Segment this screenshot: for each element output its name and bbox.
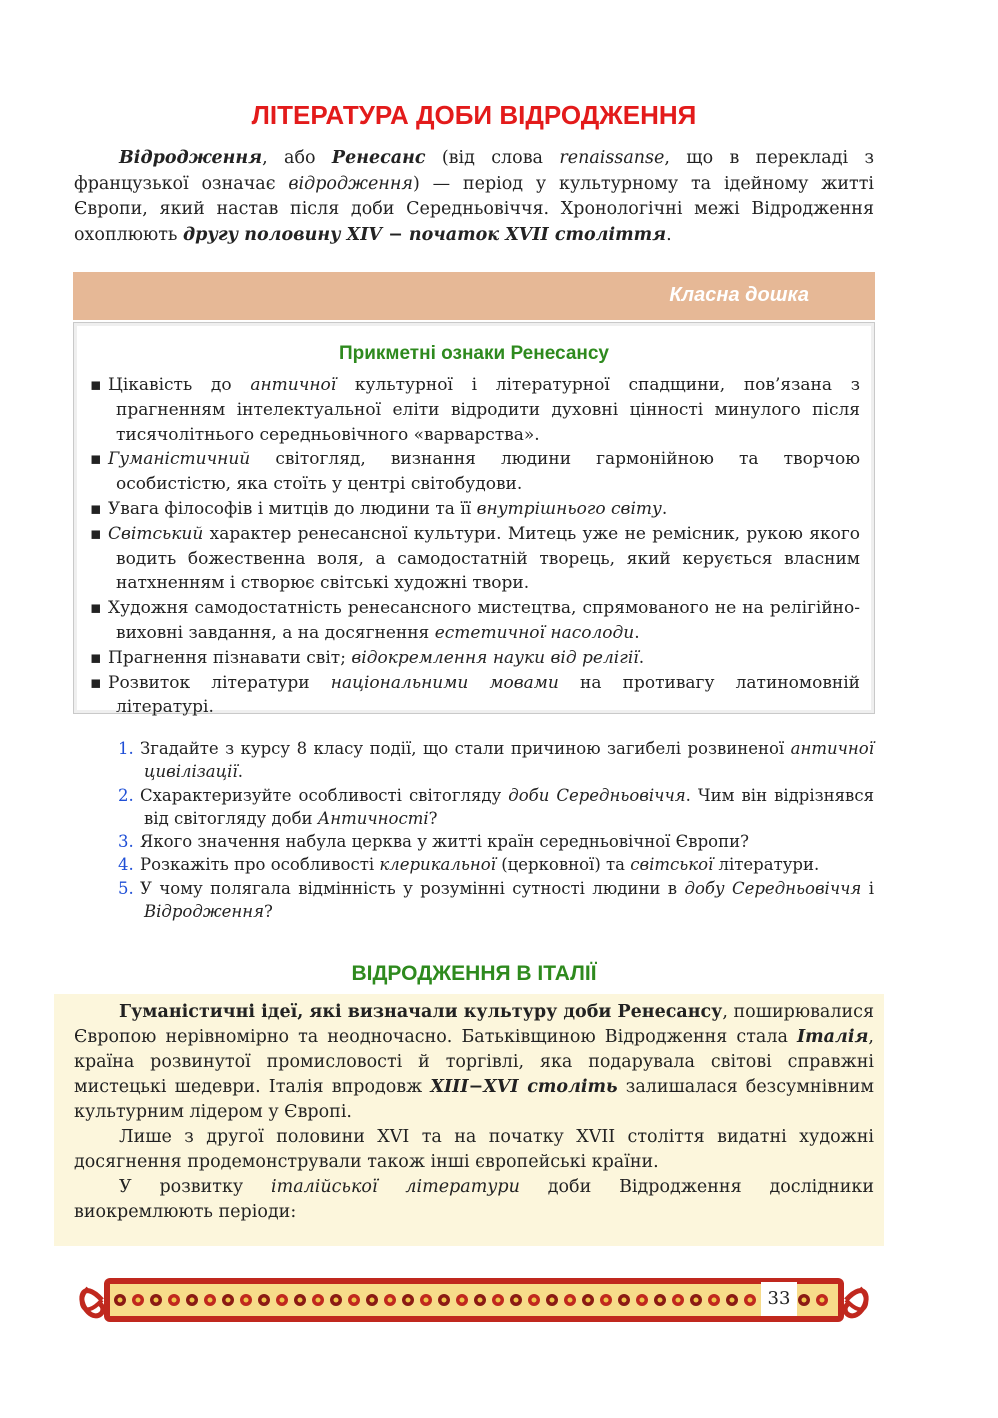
board-header-label: Класна дошка <box>669 284 809 306</box>
question-item <box>118 737 874 784</box>
item-emphasis: внутрішнього світу <box>476 498 662 519</box>
ornament-dot-icon <box>730 1298 735 1303</box>
question-emphasis: доби Середньовіччя <box>508 785 686 805</box>
intro-text: ) — період у культурному та ідейному житті Європи, який настав після доби Середньовіччя. Хронологічні межі Відродження охоплюють <box>74 173 874 245</box>
ornament-dot-icon <box>658 1298 663 1303</box>
ornament-dot-icon <box>640 1298 645 1303</box>
paragraph-text: , поширювалися Європою нерівномірно та неодночасно. Батьківщиною Відродження стала <box>74 1002 874 1047</box>
question-text: і <box>861 878 874 898</box>
item-text: світогляд, визнання людини гармонійною та творчою особистістю, яка стоїть у центрі світобудови. <box>116 449 860 495</box>
ornament-dot-icon <box>460 1298 465 1303</box>
ornament-dot-icon <box>190 1298 195 1303</box>
bullet-icon: ▪ <box>90 375 102 395</box>
section-body <box>74 1000 874 1225</box>
item-text: . <box>634 622 640 643</box>
ornament-dot-icon <box>532 1298 537 1303</box>
question-text: Згадайте з курсу 8 класу події, що стали причиною загибелі розвиненої <box>140 739 791 758</box>
board-list-item <box>90 522 860 596</box>
item-text: культурної і літературної спадщини, пов’язана з прагненням інтелектуальної еліти відродити духовні цінності минулого після тисячолітнього середньовічного «варварства». <box>116 375 860 445</box>
board-list-item <box>90 646 860 671</box>
section-paragraph: Лише з другої половини XVI та на початку XVII століття видатні художні досягнення продемонстрували також інші європейські країни. <box>74 1127 874 1172</box>
ornament-dot-icon <box>604 1298 609 1303</box>
question-emphasis: добу Середньовіччя <box>684 878 862 898</box>
item-text: Прагнення пізнавати світ; <box>108 647 352 668</box>
board-list-item <box>90 596 860 646</box>
ornament-dot-icon <box>172 1298 177 1303</box>
paragraph-text: , країна розвинутої промисловості й торгівлі, яка подарувала світові справжні мистецькі шедеври. Італія впродовж <box>74 1027 874 1097</box>
ornament-dot-icon <box>118 1298 123 1303</box>
ornament-dot-icon <box>442 1298 447 1303</box>
ornament-dot-icon <box>550 1298 555 1303</box>
question-number: 4. <box>118 855 134 875</box>
question-item <box>118 877 874 924</box>
item-emphasis: античної <box>250 375 337 395</box>
question-item <box>118 784 874 831</box>
question-number: 1. <box>118 739 134 758</box>
ornament-dot-icon <box>820 1298 825 1303</box>
paragraph-emphasis: Італія <box>796 1027 869 1047</box>
question-number: 3. <box>118 832 134 852</box>
ornament-dot-icon <box>676 1298 681 1303</box>
ornament-dot-icon <box>208 1298 213 1303</box>
item-emphasis: естетичної насолоди <box>434 622 635 643</box>
ornament-dot-icon <box>226 1298 231 1303</box>
ornament-dot-icon <box>694 1298 699 1303</box>
question-text: . <box>237 762 243 782</box>
paragraph-text: залишалася безсумнівним культурним лідером у Європі. <box>74 1077 874 1122</box>
intro-term-translation: відродження <box>288 173 413 194</box>
page-title: ЛІТЕРАТУРА ДОБИ ВІДРОДЖЕННЯ <box>251 100 697 130</box>
question-text: ? <box>264 902 273 922</box>
question-emphasis: Відродження <box>144 902 264 922</box>
item-text: Цікавість до <box>108 375 251 395</box>
questions-list <box>118 737 874 923</box>
bullet-icon: ▪ <box>90 498 102 519</box>
ornament-dot-icon <box>802 1298 807 1303</box>
ornament-dot-icon <box>586 1298 591 1303</box>
intro-term-renesans: Ренесанс <box>331 148 426 168</box>
item-emphasis: національними мовами <box>330 672 559 693</box>
section-paragraph <box>74 1000 874 1125</box>
ornament-dot-icon <box>370 1298 375 1303</box>
board-title: Прикметні ознаки Ренесансу <box>338 343 609 364</box>
intro-text: (від слова <box>425 148 560 168</box>
ornament-dot-icon <box>298 1298 303 1303</box>
paragraph-emphasis: XIII−XVI століть <box>430 1077 618 1097</box>
intro-text: , або <box>262 148 332 168</box>
bullet-icon: ▪ <box>90 647 102 668</box>
question-text: . Чим він відрізнявся від світогляду доби <box>144 785 874 828</box>
intro-paragraph <box>74 146 874 248</box>
board-list <box>90 373 860 720</box>
question-emphasis: світської <box>630 855 714 875</box>
bullet-icon: ▪ <box>90 449 102 470</box>
question-text: Схарактеризуйте особливості світогляду <box>140 785 509 805</box>
page-number: 33 <box>761 1282 797 1316</box>
intro-term-dates: другу половину XIV − початок XVII століття <box>182 224 667 245</box>
question-emphasis: клерикальної <box>379 855 496 875</box>
ornament-right-scroll-icon <box>845 1288 866 1316</box>
paragraph-emphasis: італійської літератури <box>271 1177 520 1197</box>
item-text: Художня самодостатність ренесансного мистецтва, спрямованого не на релігійно-виховні завдання, а на досягнення <box>108 598 860 643</box>
intro-text: . <box>666 224 672 245</box>
question-text: Якого значення набула церква у житті країн середньовічної Європи? <box>140 832 749 852</box>
board-list-item <box>90 373 860 447</box>
intro-term-foreign: renaissanse <box>559 148 665 168</box>
ornament-dot-icon <box>748 1298 753 1303</box>
bullet-icon: ▪ <box>90 672 102 693</box>
bullet-icon: ▪ <box>90 523 102 544</box>
question-number: 2. <box>118 785 134 805</box>
question-text: літератури. <box>713 855 820 875</box>
board-header <box>73 272 875 320</box>
ornament-dot-icon <box>136 1298 141 1303</box>
item-text: на противагу латиномовній літературі. <box>116 672 860 718</box>
ornament-dot-icon <box>514 1298 519 1303</box>
question-text: ? <box>428 808 438 828</box>
bullet-icon: ▪ <box>90 598 102 619</box>
ornament-dot-icon <box>496 1298 501 1303</box>
question-text: У чому полягала відмінність у розумінні сутності людини в <box>140 878 685 898</box>
item-text: Увага філософів і митців до людини та її <box>108 498 477 519</box>
board-list-item <box>90 447 860 497</box>
item-text: Розвиток літератури <box>108 672 331 693</box>
ornament-dot-icon <box>352 1298 357 1303</box>
ornament-dot-icon <box>406 1298 411 1303</box>
board-panel <box>73 322 875 718</box>
ornament-dot-icon <box>568 1298 573 1303</box>
ornament-dot-icon <box>334 1298 339 1303</box>
question-number: 5. <box>118 878 134 898</box>
section-paragraph <box>74 1175 874 1225</box>
item-text: характер ренесансної культури. Митець уже не ремісник, рукою якого водить божественна воля, а самодостатній творець, який керується власним натхненням і створює світські художні твори. <box>116 523 860 594</box>
question-text: Розкажіть про особливості <box>140 855 380 875</box>
intro-text: , що в перекладі з французької означає <box>74 148 874 194</box>
section-title: ВІДРОДЖЕННЯ В ІТАЛІЇ <box>351 962 597 985</box>
item-emphasis: Гуманістичний <box>108 449 251 470</box>
question-emphasis: античної цивілізації <box>144 739 874 782</box>
ornament-dot-icon <box>478 1298 483 1303</box>
question-item <box>118 853 874 876</box>
item-text: . <box>661 498 668 519</box>
question-item <box>118 830 874 853</box>
ornament-dot-icon <box>316 1298 321 1303</box>
intro-term-renaissance: Відродження <box>119 148 263 168</box>
board-list-item <box>90 671 860 721</box>
ornament-dot-icon <box>388 1298 393 1303</box>
footer-ornament <box>74 1270 874 1330</box>
ornament-left-scroll-icon <box>82 1288 103 1316</box>
question-text: (церковної) та <box>495 855 631 875</box>
paragraph-text: доби Відродження дослідники виокремлюють періоди: <box>74 1177 874 1222</box>
ornament-dot-icon <box>154 1298 159 1303</box>
paragraph-text: У розвитку <box>119 1177 271 1197</box>
item-emphasis: Світський <box>108 523 204 544</box>
ornament-dot-icon <box>622 1298 627 1303</box>
ornament-dot-icon <box>244 1298 249 1303</box>
paragraph-bold: Гуманістичні ідеї, які визначали культуру доби Ренесансу <box>119 1002 723 1022</box>
question-emphasis: Античності <box>317 808 429 828</box>
ornament-dot-icon <box>262 1298 267 1303</box>
item-emphasis: відокремлення науки від релігії <box>351 647 639 668</box>
ornament-dot-icon <box>424 1298 429 1303</box>
ornament-dot-icon <box>712 1298 717 1303</box>
item-text: . <box>638 647 645 668</box>
board-list-item <box>90 497 860 522</box>
ornament-dot-icon <box>280 1298 285 1303</box>
